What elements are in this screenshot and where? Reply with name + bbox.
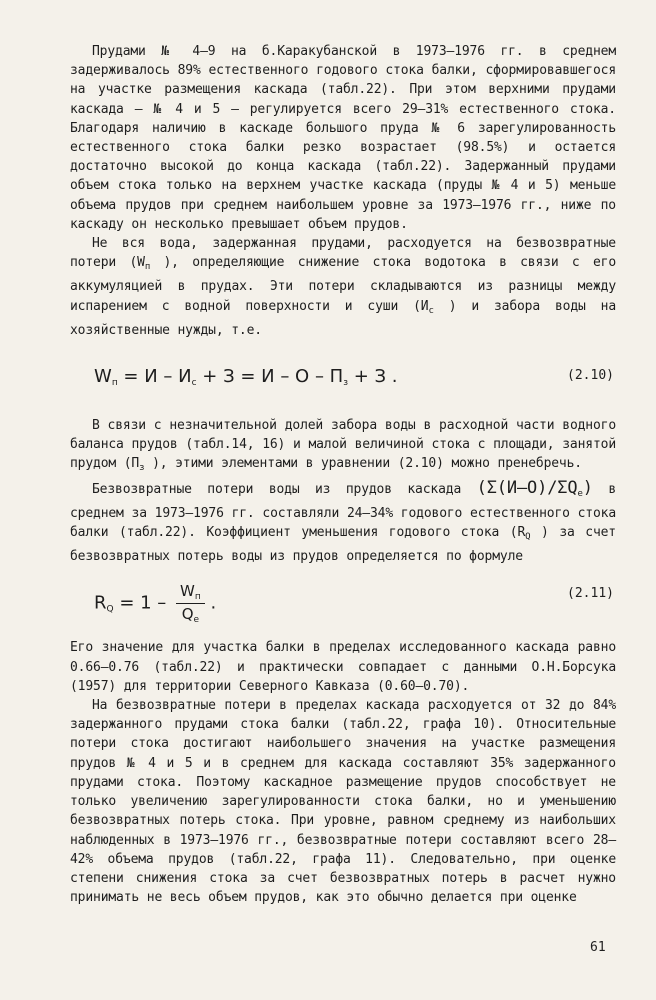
paragraph-2: Не вся вода, задержанная прудами, расходуется на безвозвратные потери ($W_п$ ), определяющие снижение стока водотока в связи с его аккумуляцией в прудах. Эти потери складываются из разницы между испарением с водной поверхности и суши ($И_с$ ) и забора воды на хозяйственные нужды, т.е. [70,236,616,338]
formula-2-11 [70,574,616,630]
paragraph-4: Безвозвратные потери воды из прудов каскада $(\Sigma(И-О)/\Sigma Q_е)$ в среднем за 1973–1976 гг. составляли 24–34% годового естественного стока балки (табл.22). Коэффициент уменьшения годового стока ($R_Q$ ) за счет безвозвратных потерь воды из прудов определяется по формуле [70,477,617,565]
paragraph-6: На безвозвратные потери в пределах каскада расходуется от 32 до 84% задержанного прудами стока балки (табл.22, графа 10). Относительные потери стока достигают наибольшего значения на участке размещения прудов № 4 и 5 и в среднем для каскада составляют 35% задержанного прудами стока. Поэтому каскадное размещение прудов способствует не только увеличению зарегулированности стока балки, но и уменьшению безвозвратных потерь стока. При уровне, равном среднему из наибольших наблюденных в 1973–1976 гг., безвозвратные потери составляют всего 28–42% объема прудов (табл.22, графа 11). Следовательно, при оценке степени снижения стока за счет безвозвратных потерь в расчет нужно принимать не весь объем прудов, как это обычно делается при оценке [70,698,616,906]
symbol-p: П [131,456,140,472]
fraction: $\frac{W_п}{Q_е}$ [176,582,205,625]
paragraph-5: Его значение для участка балки в пределах исследованного каскада равно 0.66–0.76 (табл.22) и практически совпадает с данными О.Н.Борсука (1957) для территории Северного Кавказа (0.60–0.70). [70,640,616,694]
paragraph-3: В связи с незначительной долей забора воды в расходной части водного баланса прудов (табл.14, 16) и малой величиной стока с площади, занятой прудом ($П_з$ ), этими элементами в уравнении (2.10) можно пренебречь. [70,418,616,474]
page-number: 61 [590,940,606,955]
symbol-r: R [517,525,526,541]
formula-2-10-expression: $W_п = И - И_с + З = И - О - П_з + З$ . [94,366,398,389]
equation-number-2-11: (2.11) [567,586,614,602]
formula-2-10 [70,354,616,402]
loss-ratio-expression: $(\Sigma(И-О)/\Sigma Q_е)$ [476,477,593,499]
paragraph-1: Прудами № 4–9 на б.Каракубанской в 1973–1976 гг. в среднем задерживалось 89% естественного годового стока балки, сформировавшегося на участке размещения каскада (табл.22). При этом верхними прудами каскада – № 4 и 5 – регулируется всего 29–31% естественного стока. Благодаря наличию в каскаде большого пруда № 6 зарегулированность естественного стока балки резко возрастает (98.5%) и остается достаточно высокой до конца каскада (табл.22). Задержанный прудами объем стока только на верхнем участке каскада (пруды № 4 и 5) меньше объема прудов при среднем наибольшем уровне за 1973–1976 гг., ниже по каскаду он несколько превышает объем прудов. [70,44,616,232]
equation-number-2-10: (2.10) [567,368,614,384]
formula-2-11-expression: $R_Q = 1$ – $\frac{W_п}{Q_е}$ . [94,582,217,626]
symbol-i: И [420,298,429,314]
symbol-w: W [137,255,145,271]
